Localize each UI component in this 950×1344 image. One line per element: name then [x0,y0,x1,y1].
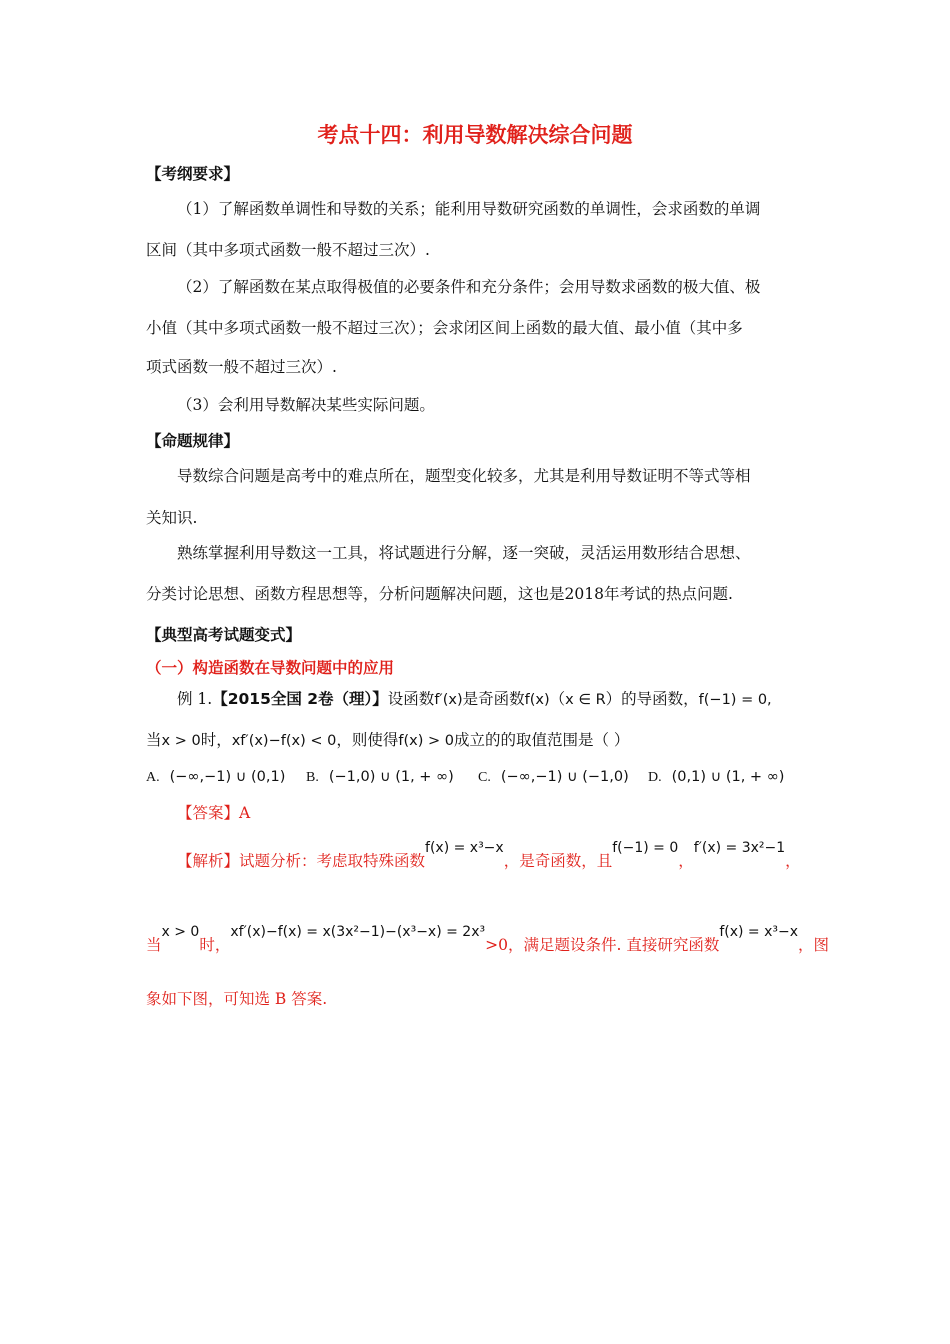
option-label: A. [146,770,160,785]
option-label: B. [306,770,319,785]
analysis-text: ， [785,852,801,870]
answer: 【答案】A [177,804,251,822]
analysis-line-1 [177,840,801,873]
option-value: (−∞,−1) ∪ (0,1) [169,769,286,785]
rules-paragraph-1-line-2: 关知识. [146,509,198,527]
example-text: 时， [200,731,232,749]
math-condition: f(−1) = 0, [698,692,772,708]
analysis-text: ，图 [798,936,830,954]
section-heading-rules: 【命题规律】 [146,432,240,450]
option-label: C. [478,770,491,785]
math-condition: f(x) > 0 [398,733,454,749]
option-b [306,765,454,789]
option-d [648,765,784,789]
requirement-2-line-2: 小值（其中多项式函数一般不超过三次）；会求闭区间上函数的最大值、最小值（其中多 [146,319,743,337]
analysis-text: ，是奇函数，且 [503,852,613,870]
section-heading-requirements: 【考纲要求】 [146,165,240,183]
example-source: 【2015全国 2卷（理）】 [212,690,388,708]
section-heading-typical: 【典型高考试题变式】 [146,626,302,644]
analysis-text: 【解析】试题分析：考虑取特殊函数 [177,852,426,870]
option-a [146,765,285,789]
math-inequality: xf′(x)−f(x) < 0 [231,733,337,749]
math-derivative: f′(x) = 3x²−1 [693,840,786,856]
example-1-line-2 [146,729,629,752]
example-text: 是奇函数 [462,690,525,708]
example-text: ，则使得 [336,731,399,749]
option-c [478,765,629,789]
math-expression: xf′(x)−f(x) = x(3x²−1)−(x³−x) = 2x³ [230,924,486,940]
math-condition: x > 0 [161,924,200,940]
option-value: (0,1) ∪ (1, + ∞) [671,769,785,785]
option-value: (−1,0) ∪ (1, + ∞) [328,769,454,785]
math-domain: x ∈ R [565,692,606,708]
page-title: 考点十四：利用导数解决综合问题 [317,123,633,147]
option-label: D. [648,770,662,785]
example-1-line-1 [177,688,772,711]
math-function: f(x) [524,692,550,708]
requirement-2-line-1: （2）了解函数在某点取得极值的必要条件和充分条件；会用导数求函数的极大值、极 [177,278,761,296]
math-condition: x > 0 [161,733,201,749]
rules-paragraph-2-line-1: 熟练掌握利用导数这一工具，将试题进行分解，逐一突破，灵活运用数形结合思想、 [177,544,751,562]
requirement-1-line-2: 区间（其中多项式函数一般不超过三次）. [146,241,430,259]
example-text: 成立的的取值范围是（ ） [453,731,630,749]
option-value: (−∞,−1) ∪ (−1,0) [500,769,629,785]
example-number: 例 1. [177,690,213,708]
requirement-1-line-1: （1）了解函数单调性和导数的关系；能利用导数研究函数的单调性，会求函数的单调 [177,200,761,218]
requirement-3: （3）会利用导数解决某些实际问题。 [177,396,435,414]
rules-paragraph-1-line-1: 导数综合问题是高考中的难点所在，题型变化较多，尤其是利用导数证明不等式等相 [177,467,751,485]
example-text: ）的导函数， [605,690,699,708]
subsection-heading: （一）构造函数在导数问题中的应用 [146,659,395,677]
math-condition: f(−1) = 0 [612,840,679,856]
analysis-line-3: 象如下图，可知选 B 答案. [146,990,328,1008]
rules-paragraph-2-line-2: 分类讨论思想、函数方程思想等，分析问题解决问题，这也是2018年考试的热点问题. [146,585,733,603]
example-text: 设函数 [387,690,435,708]
math-derivative: f′(x) [434,692,463,708]
requirement-2-line-3: 项式函数一般不超过三次）. [146,358,337,376]
analysis-text: 当 [146,936,162,954]
analysis-text: >0，满足题设条件. 直接研究函数 [485,936,720,954]
analysis-line-2 [146,924,830,957]
math-function: f(x) = x³−x [719,924,799,940]
example-text: （ [549,690,566,708]
analysis-text: ， [678,852,694,870]
math-function: f(x) = x³−x [425,840,504,856]
example-text: 当 [146,731,162,749]
analysis-text: 时， [199,936,231,954]
